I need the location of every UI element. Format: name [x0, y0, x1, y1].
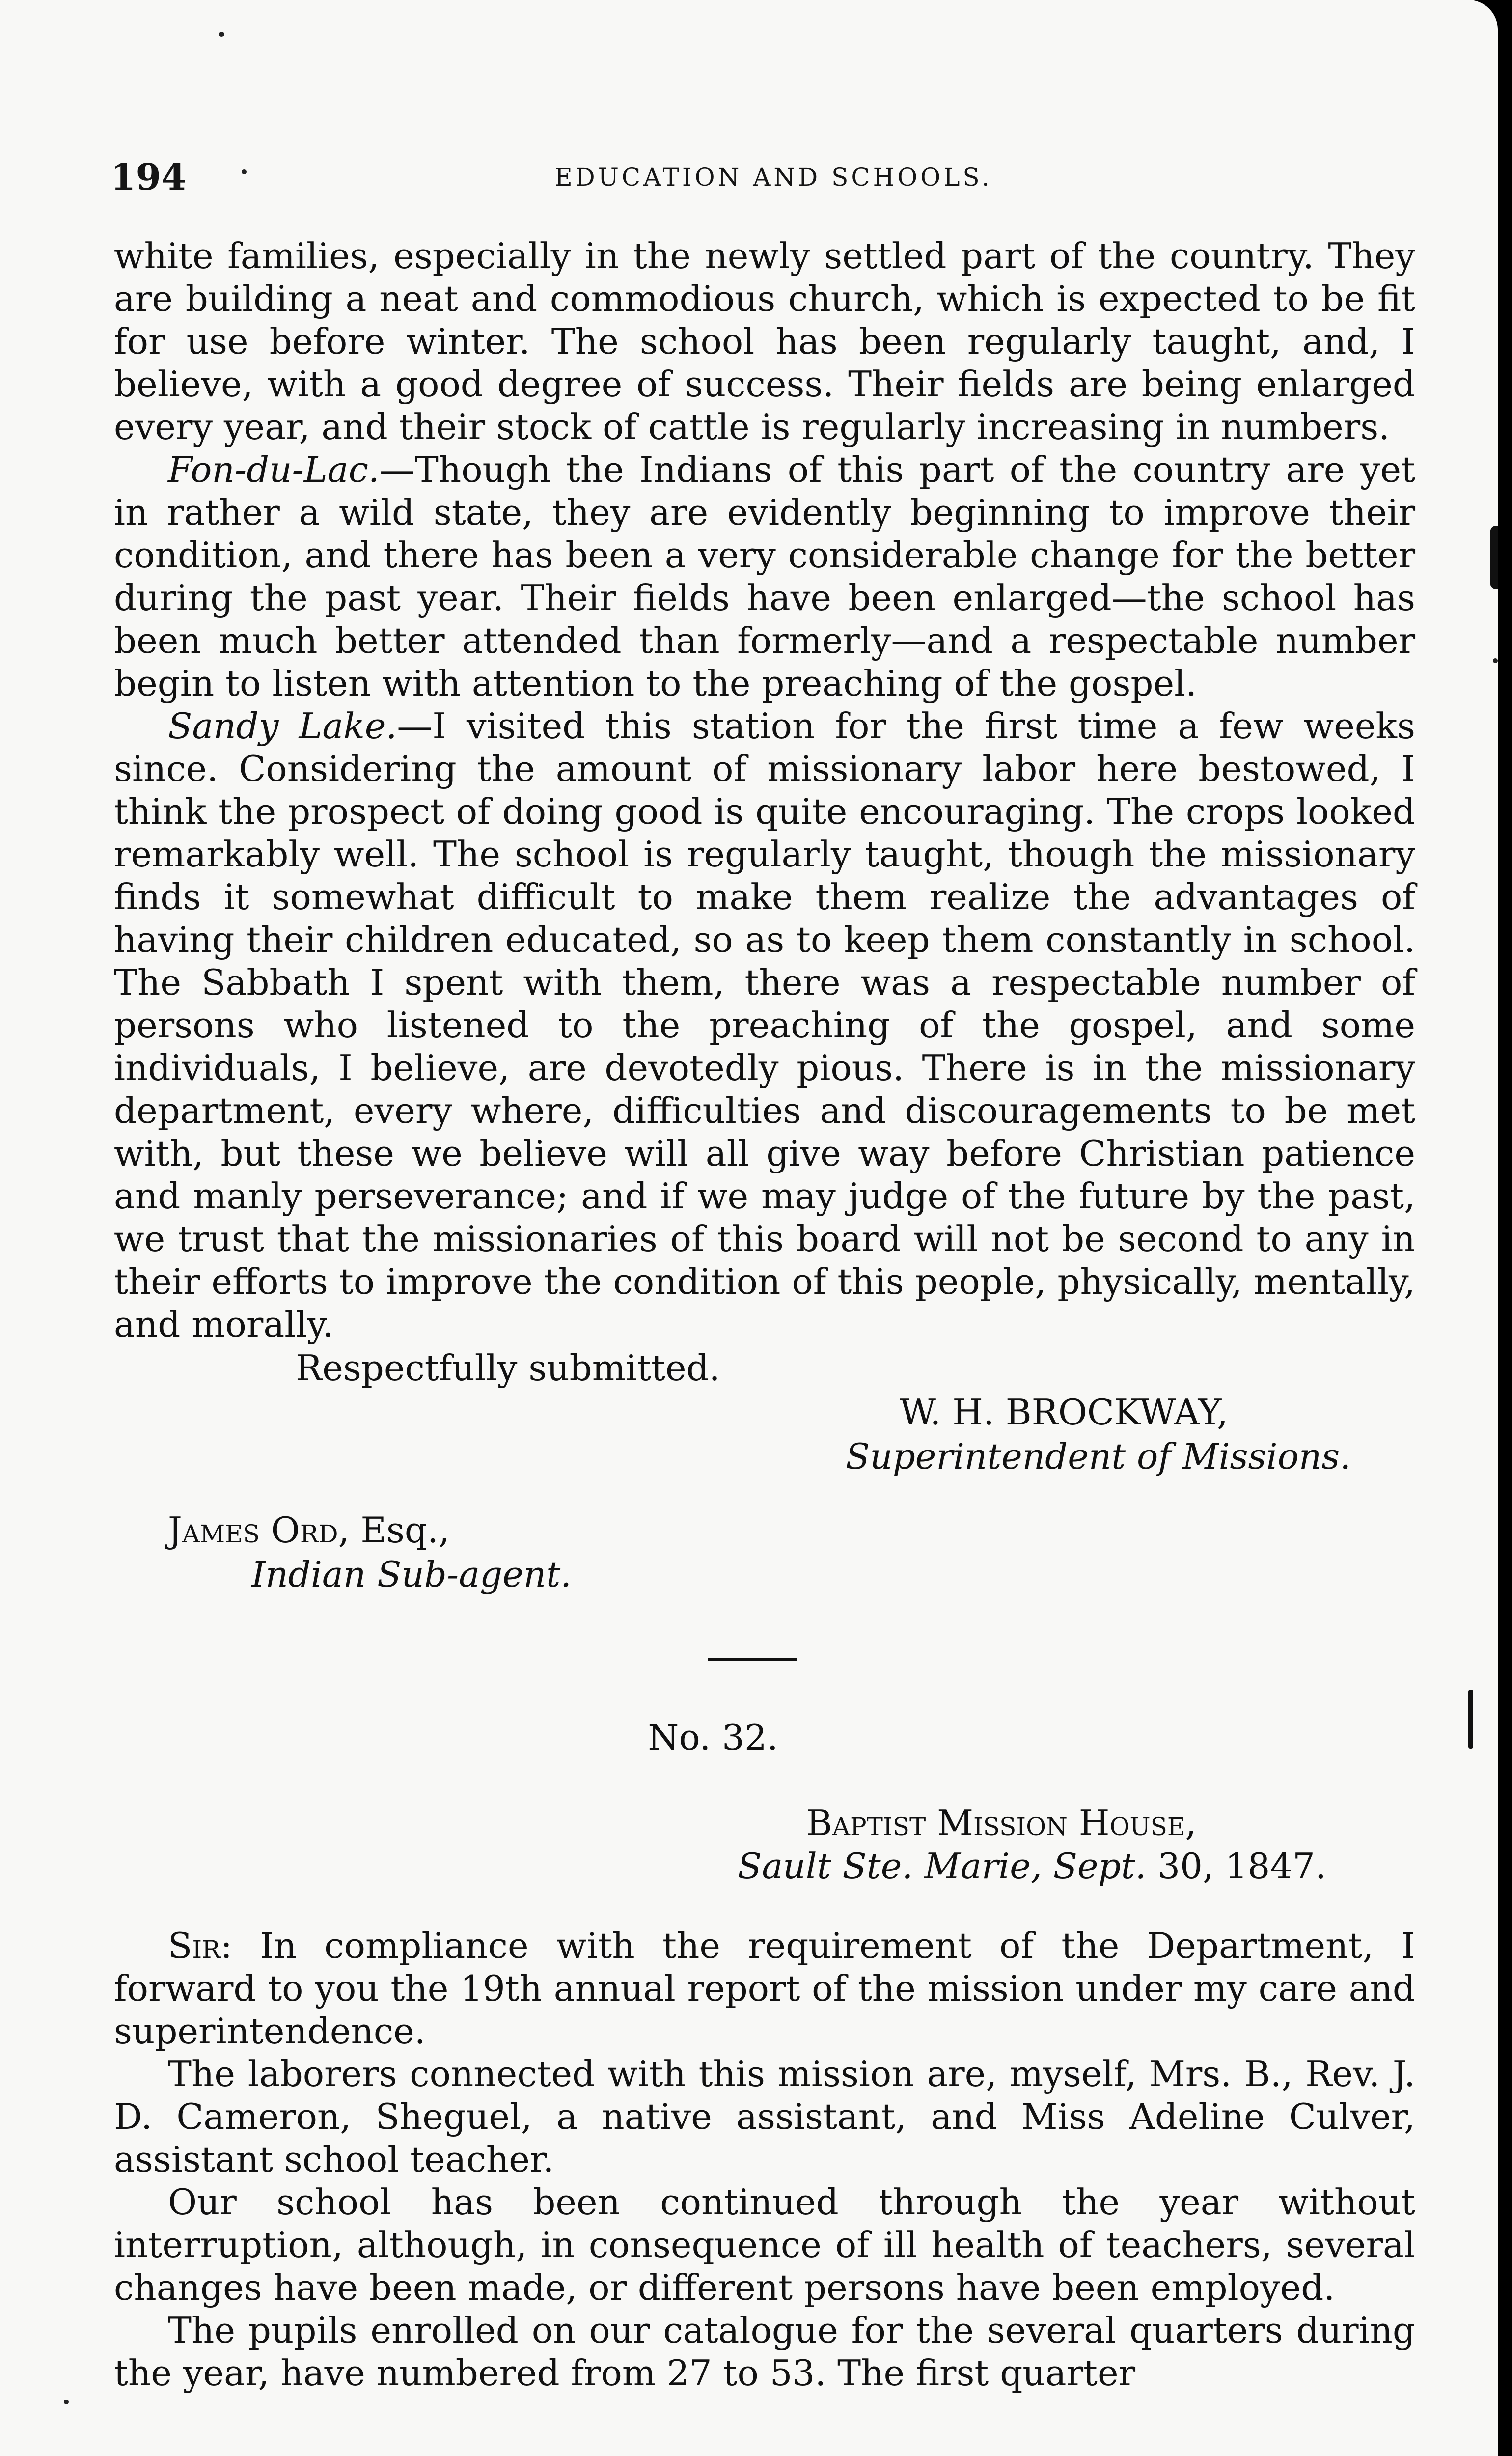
letter-month: Sept.	[1053, 1845, 1147, 1887]
closing-line: Respectfully submitted.	[296, 1347, 720, 1389]
salutation: Sir	[168, 1925, 220, 1966]
page-number: 194	[110, 156, 187, 198]
ink-speck	[219, 32, 224, 37]
paragraph	[114, 705, 1415, 1346]
addressee-suffix: , Esq.,	[338, 1509, 450, 1551]
station-heading: Sandy Lake.	[168, 705, 397, 747]
section-divider	[708, 1658, 797, 1661]
signature-name: W. H. BROCKWAY,	[900, 1392, 1228, 1433]
ink-speck	[1493, 658, 1498, 663]
running-head	[110, 156, 1417, 210]
ink-speck	[64, 2400, 69, 2404]
letter-city: Sault Ste. Marie,	[738, 1845, 1042, 1887]
paragraph-text: —I visited this station for the first time a few weeks since. Considering the amount of missionary labor here bestowed, I think the prospect of doing good is quite encouraging. The crops looked remarkably well. The school is regularly taught, though the missionary finds it somewhat difficult to make them realize the advantages of having their children educated, so as to keep them constantly in school. The Sabbath I spent with them, there was a respectable number of persons who listened to the preaching of the gospel, and some individuals, I believe, are devotedly pious. There is in the missionary department, every where, difficulties and discouragements to be met with, but these we believe will all give way before Christian patience and manly perseverance; and if we may judge of the future by the past, we trust that the missionaries of this board will not be second to any in their efforts to improve the condition of this people, physically, mentally, and morally.	[114, 705, 1416, 1345]
letter-place: Baptist Mission House,	[806, 1802, 1197, 1843]
paragraph: The pupils enrolled on our catalogue for the several quarters during the year, have numbered from 27 to 53. The first quarter	[114, 2310, 1415, 2394]
station-heading: Fon-du-Lac.	[168, 449, 380, 490]
addressee-name: James Ord	[168, 1509, 338, 1551]
letter-day-year: 30, 1847.	[1146, 1845, 1326, 1887]
addressee	[114, 1508, 1415, 1552]
paragraph-text: —Though the Indians of this part of the country are yet in rather a wild state, they are evidently beginning to improve their condition, and there has been a very considerable change for the better during the past year. Their fields have been enlarged—the school has been much better attended than formerly—and a respectable number begin to listen with attention to the preaching of the gospel.	[114, 449, 1415, 704]
paragraph: The laborers connected with this mission are, myself, Mrs. B., Rev. J. D. Cameron, Sheguel, a native assistant, and Miss Adeline Culver, assistant school teacher.	[114, 2053, 1415, 2180]
page-body	[114, 235, 1415, 2395]
letter-date	[114, 1844, 1415, 1888]
paragraph	[114, 448, 1415, 705]
paragraph: white families, especially in the newly settled part of the country. They are building a neat and commodious church, which is expected to be fit for use before winter. The school has been regularly taught, and, I believe, with a good degree of success. Their fields are being enlarged every year, and their stock of cattle is regularly increasing in numbers.	[114, 235, 1415, 447]
running-title: EDUCATION AND SCHOOLS.	[554, 163, 992, 192]
paragraph-text: : In compliance with the requirement of the Department, I forward to you the 19th annual report of the mission under my care and superintendence.	[114, 1925, 1415, 2052]
paragraph: Our school has been continued through the year without interruption, although, in consequence of ill health of teachers, several changes have been made, or different persons have been employed.	[114, 2181, 1415, 2308]
page-edge-mark	[1468, 1690, 1473, 1749]
addressee-role: Indian Sub-agent.	[251, 1554, 572, 1595]
paragraph	[114, 1925, 1415, 2053]
signature-title: Superintendent of Missions.	[846, 1436, 1351, 1477]
document-number: No. 32.	[648, 1717, 778, 1758]
page-edge-mark	[1490, 526, 1498, 589]
